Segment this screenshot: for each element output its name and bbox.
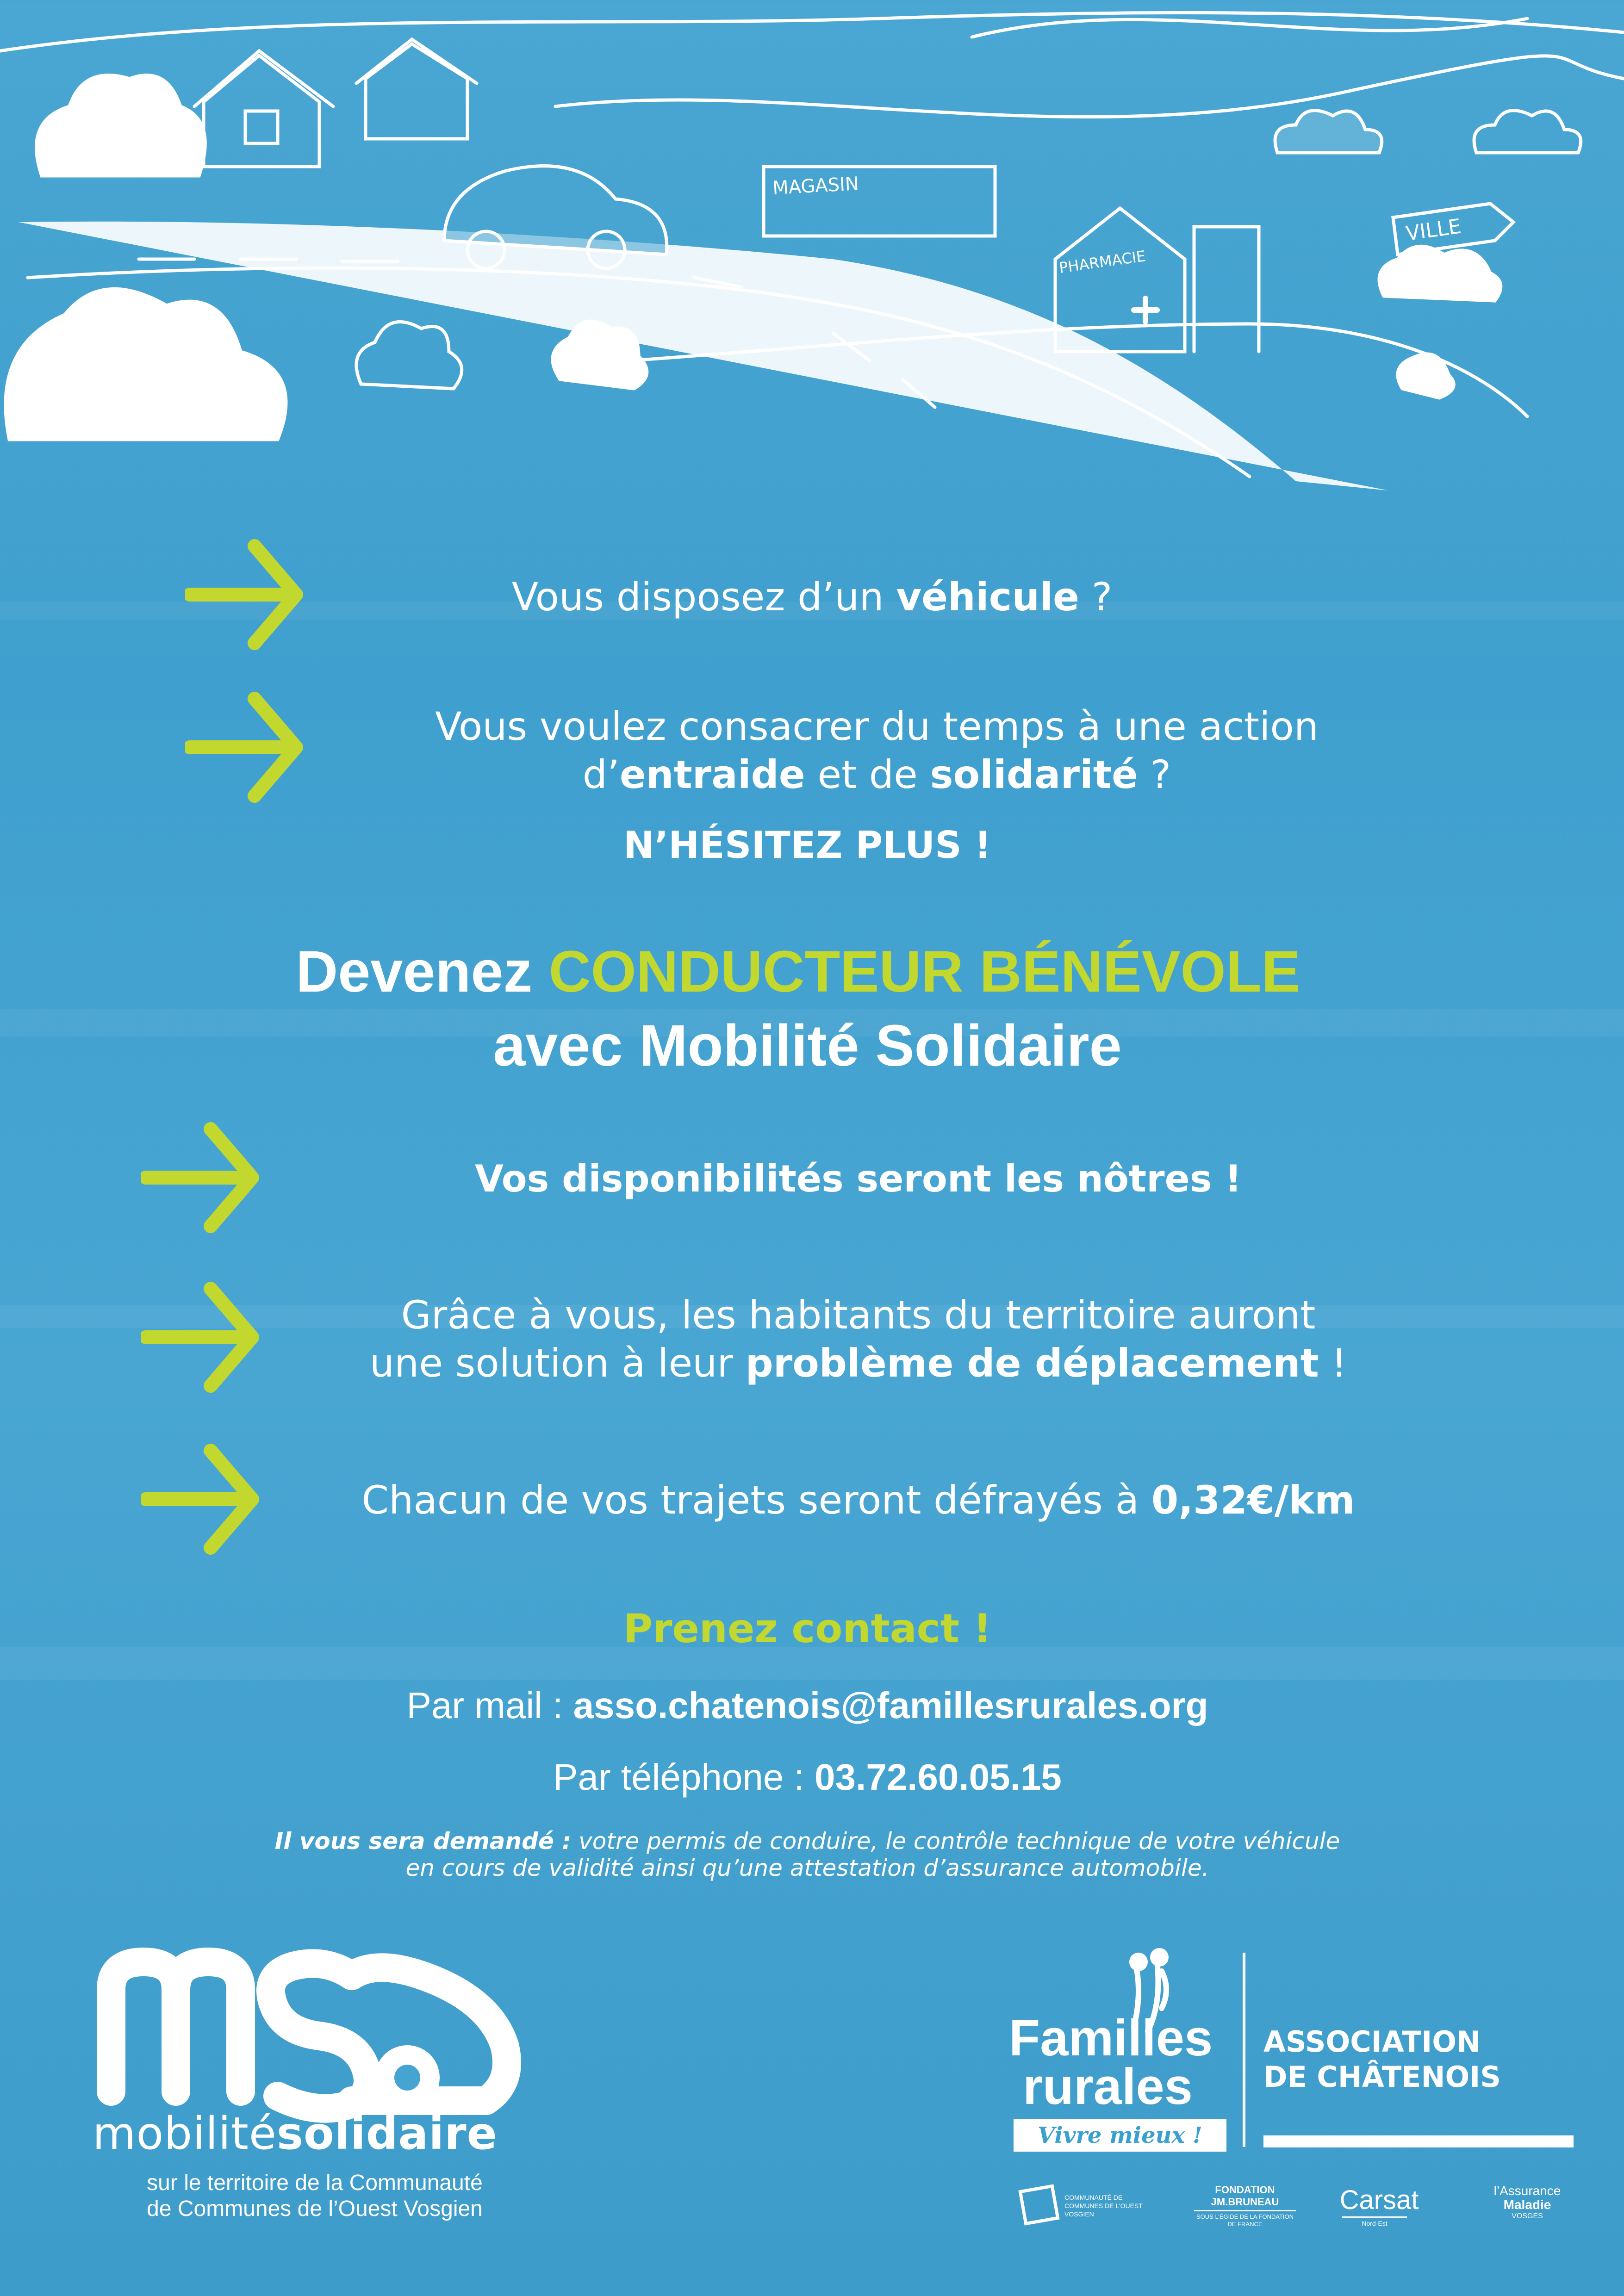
benefit-refund: Chacun de vos trajets seront défrayés à 0,32€/km xyxy=(361,1477,1355,1523)
house-icon xyxy=(194,51,333,167)
contact-title: Prenez contact ! xyxy=(623,1606,991,1652)
city-sign-text: VILLE xyxy=(1404,214,1463,246)
car-icon xyxy=(444,166,667,254)
divider xyxy=(1243,1953,1245,2147)
question-vehicle: Vous disposez d’un véhicule ? xyxy=(511,574,1113,620)
bush-icon xyxy=(356,322,462,389)
mobilite-solidaire-wordmark: mobilitésolidaire xyxy=(93,2108,498,2159)
ccov-icon xyxy=(1018,2184,1060,2226)
cloud-icon xyxy=(1275,111,1382,153)
bush-icon xyxy=(37,75,205,176)
call-to-action: N’HÉSITEZ PLUS ! xyxy=(623,824,992,867)
sketch-illustration xyxy=(0,0,1624,518)
underline-bar xyxy=(1263,2135,1574,2147)
benefit-inhabitants: Grâce à vous, les habitants du territoire auront une solution à leur problème de déplacement ! xyxy=(369,1292,1347,1386)
slogan-badge: Vivre mieux ! xyxy=(1014,2119,1226,2152)
association-name: ASSOCIATION DE CHÂTENOIS xyxy=(1263,2025,1501,2094)
shop-sign: MAGASIN xyxy=(772,173,859,199)
mail-link[interactable]: asso.chatenois@famillesrurales.org xyxy=(573,1685,1208,1726)
territory-caption: sur le territoire de la Communauté de Communes de l’Ouest Vosgien xyxy=(147,2171,483,2221)
headline-line1: Devenez CONDUCTEUR BÉNÉVOLE xyxy=(296,939,1300,1004)
partner-carsat: Carsat Nord-Est xyxy=(1339,2185,1419,2227)
headline-line2: avec Mobilité Solidaire xyxy=(493,1013,1122,1078)
cross-icon xyxy=(1134,298,1157,322)
benefit-availability: Vos disponibilités seront les nôtres ! xyxy=(475,1157,1242,1200)
familles-word: Familles xyxy=(1009,2010,1213,2066)
contact-phone: Par téléphone : 03.72.60.05.15 xyxy=(553,1756,1062,1798)
question-time: Vous voulez consacrer du temps à une action d’entraide et de solidarité ? xyxy=(435,704,1319,797)
house-window xyxy=(245,111,278,143)
phone-link[interactable]: 03.72.60.05.15 xyxy=(815,1756,1062,1798)
cloud-icon xyxy=(1474,111,1581,153)
pharmacy-sign: PHARMACIE xyxy=(1058,247,1147,277)
required-documents-note: Il vous sera demandé : votre permis de conduire, le contrôle technique de votre véhicule en cours de validité ainsi qu’une attestation d’assurance automobile. xyxy=(274,1828,1340,1881)
swirl-line xyxy=(555,56,1624,117)
contact-mail: Par mail : asso.chatenois@famillesrurales.org xyxy=(406,1685,1208,1726)
pharmacy-building xyxy=(1055,208,1259,352)
house-icon xyxy=(356,39,477,139)
partner-fondation-bruneau: FONDATION JM.BRUNEAU SOUS L’ÉGIDE DE LA FONDATION DE FRANCE xyxy=(1194,2184,1296,2228)
bush-icon xyxy=(6,289,286,440)
rurales-word: rurales xyxy=(1023,2058,1193,2115)
swirl-line xyxy=(972,19,1527,37)
partner-assurance-maladie: l’Assurance Maladie VOSGES xyxy=(1493,2184,1561,2220)
